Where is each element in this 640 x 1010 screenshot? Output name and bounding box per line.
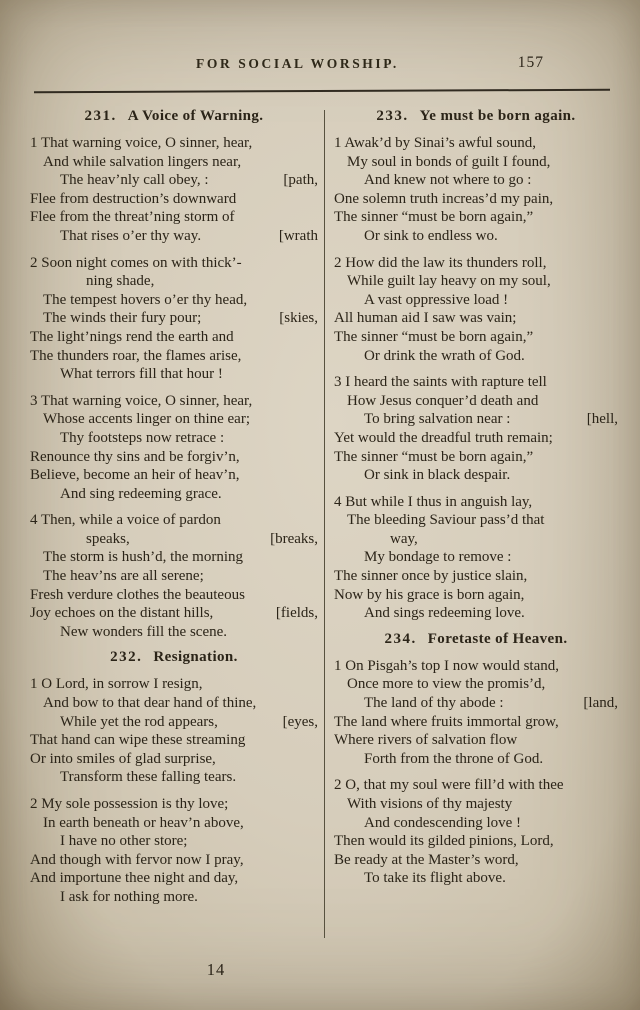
verse-line: Transform these falling tears.: [60, 769, 237, 786]
verse-line: To take its flight above.: [364, 870, 506, 887]
verse-line: The sinner once by justice slain,: [334, 568, 528, 585]
verse-line: With visions of thy majesty: [347, 796, 513, 812]
page-number: 157: [517, 54, 544, 71]
hymn-231: [30, 108, 318, 641]
verse-line: The sinner “must be born again,”: [334, 209, 534, 226]
running-title: FOR SOCIAL WORSHIP.: [196, 56, 399, 71]
verse-line: And bow to that dear hand of thine,: [43, 695, 257, 712]
verse-line: Where rivers of salvation flow: [334, 732, 518, 749]
hymn-number: 232.: [110, 649, 143, 666]
page-footer: [0, 960, 432, 980]
page-header: [38, 54, 602, 76]
verse-line: And sing redeeming grace.: [60, 485, 222, 502]
verse-line: 2 How did the law its thunders roll,: [334, 254, 547, 271]
verse: [334, 134, 618, 246]
verse-line: And condescending love !: [364, 814, 522, 831]
hymn-title: Foretaste of Heaven.: [427, 630, 568, 647]
verse-line: While guilt lay heavy on my soul,: [347, 273, 551, 290]
verse-line: Or drink the wrath of God.: [364, 347, 525, 364]
verse-line-text: The heav’nly call obey, :: [60, 172, 209, 189]
verse-line: Fresh verdure clothes the beauteous: [30, 586, 245, 603]
verse-line: [30, 604, 318, 623]
verse: [30, 254, 318, 384]
hymn-heading: [30, 108, 318, 125]
hymn-232: [30, 649, 318, 906]
verse-line: Or into smiles of glad surprise,: [30, 750, 216, 767]
verse-line: And while salvation lingers near,: [43, 153, 242, 170]
catchword: [eyes,: [282, 713, 318, 730]
hymn-heading: [30, 649, 318, 666]
verse-line: I ask for nothing more.: [60, 888, 198, 905]
footer-page-number: 14: [206, 960, 226, 979]
verse-line: [30, 171, 318, 190]
header-rule: [34, 89, 610, 94]
verse: [334, 776, 618, 888]
verse-line: Forth from the throne of God.: [364, 750, 544, 767]
verse-line-text: To bring salvation near :: [364, 411, 511, 428]
verse-line: 1 That warning voice, O sinner, hear,: [30, 135, 253, 151]
verse-line: 1 O Lord, in sorrow I resign,: [30, 676, 203, 693]
verse-line: New wonders fill the scene.: [60, 623, 228, 640]
verse-line: The bleeding Saviour pass’d that: [347, 512, 545, 529]
column-divider: [324, 110, 325, 938]
verse-line: [334, 410, 618, 429]
catchword: [land,: [583, 695, 618, 712]
verse: [334, 493, 618, 623]
verse-line: 4 Then, while a voice of pardon: [30, 512, 221, 529]
verse-line-text: The winds their fury pour;: [43, 310, 202, 327]
verse-line: [30, 227, 318, 246]
verse-line: Once more to view the promis’d,: [347, 676, 546, 693]
verse-line: Flee from the threat’ning storm of: [30, 209, 235, 226]
verse-line: The heav’ns are all serene;: [43, 568, 204, 585]
verse-line: My soul in bonds of guilt I found,: [347, 153, 551, 170]
verse-line: That hand can wipe these streaming: [30, 732, 246, 749]
verse-line: Thy footsteps now retrace :: [60, 429, 225, 446]
verse-line: And though with fervor now I pray,: [30, 851, 244, 868]
verse-line: 2 My sole possession is thy love;: [30, 796, 229, 812]
verse: [334, 254, 618, 366]
catchword: [path,: [283, 172, 318, 189]
verse-line: The light’nings rend the earth and: [30, 328, 234, 345]
catchword: [breaks,: [270, 530, 318, 547]
hymn-heading: [334, 631, 618, 648]
verse-line: I have no other store;: [60, 833, 188, 850]
verse: [30, 795, 318, 907]
verse-line: way,: [390, 530, 418, 547]
verse-line: 2 Soon night comes on with thick’-: [30, 254, 242, 271]
verse: [30, 134, 318, 246]
verse-line: 4 But while I thus in anguish lay,: [334, 493, 533, 510]
verse-line: 3 That warning voice, O sinner, hear,: [30, 392, 253, 409]
catchword: [skies,: [279, 310, 318, 327]
hymn-number: 234.: [384, 630, 417, 647]
verse: [334, 657, 618, 769]
verse: [334, 373, 618, 485]
verse-line: My bondage to remove :: [364, 549, 512, 566]
verse-line: And importune thee night and day,: [30, 870, 239, 887]
hymn-number: 231.: [84, 108, 117, 124]
catchword: [fields,: [275, 605, 318, 622]
verse-line: Whose accents linger on thine ear;: [43, 411, 250, 428]
verse-line: One solemn truth increas’d my pain,: [334, 190, 554, 207]
verse-line: 3 I heard the saints with rapture tell: [334, 374, 547, 391]
verse-line: [30, 530, 318, 549]
verse-line: The land where fruits immortal grow,: [334, 713, 559, 730]
hymn-title: Ye must be born again.: [419, 108, 576, 124]
verse-line-text: The land of thy abode :: [364, 695, 504, 712]
verse-line: Believe, become an heir of heav’n,: [30, 467, 240, 484]
hymn-heading: [334, 108, 618, 125]
text-columns: [30, 106, 618, 950]
verse-line: And sings redeeming love.: [364, 605, 525, 622]
verse-line: [334, 694, 618, 713]
verse-line: The storm is hush’d, the morning: [43, 549, 243, 566]
verse-line: Or sink to endless wo.: [364, 227, 498, 244]
verse-line: A vast oppressive load !: [364, 291, 509, 308]
verse-line-text: That rises o’er thy way.: [60, 227, 202, 244]
verse: [30, 675, 318, 787]
verse-line: Then would its gilded pinions, Lord,: [334, 833, 554, 850]
verse-line-text: speaks,: [86, 530, 130, 547]
verse-line: Yet would the dreadful truth remain;: [334, 429, 553, 446]
hymn-title: Resignation.: [153, 649, 238, 666]
verse: [30, 511, 318, 641]
verse-line: 1 On Pisgah’s top I now would stand,: [334, 657, 559, 674]
verse-line: ning shade,: [86, 273, 155, 290]
hymn-234: [334, 631, 618, 888]
hymn-233: [334, 108, 618, 623]
column-left: [30, 106, 318, 950]
hymn-title: A Voice of Warning.: [127, 108, 264, 124]
verse: [30, 392, 318, 504]
verse-line: In earth beneath or heav’n above,: [43, 814, 244, 831]
verse-line: All human aid I saw was vain;: [334, 310, 517, 327]
verse-line: Now by his grace is born again,: [334, 586, 525, 603]
verse-line: What terrors fill that hour !: [60, 366, 223, 383]
verse-line: Or sink in black despair.: [364, 467, 511, 484]
verse-line: [30, 309, 318, 328]
verse-line: The sinner “must be born again,”: [334, 328, 534, 345]
verse-line: 1 Awak’d by Sinai’s awful sound,: [334, 135, 536, 151]
catchword: [hell,: [586, 411, 618, 428]
verse-line: The tempest hovers o’er thy head,: [43, 291, 248, 308]
catchword: [wrath: [278, 227, 318, 244]
verse-line: How Jesus conquer’d death and: [347, 392, 539, 409]
verse-line: Be ready at the Master’s word,: [334, 851, 519, 868]
verse-line-text: While yet the rod appears,: [60, 713, 218, 730]
verse-line: 2 O, that my soul were fill’d with thee: [334, 777, 564, 794]
verse-line: Renounce thy sins and be forgiv’n,: [30, 448, 240, 465]
verse-line: The thunders roar, the flames arise,: [30, 347, 242, 364]
verse-line: [30, 713, 318, 732]
column-right: [334, 106, 618, 950]
verse-line: And knew not where to go :: [364, 172, 532, 189]
verse-line: Flee from destruction’s downward: [30, 190, 237, 207]
verse-line: The sinner “must be born again,”: [334, 448, 534, 465]
hymn-number: 233.: [376, 108, 409, 124]
verse-line-text: Joy echoes on the distant hills,: [30, 605, 214, 622]
